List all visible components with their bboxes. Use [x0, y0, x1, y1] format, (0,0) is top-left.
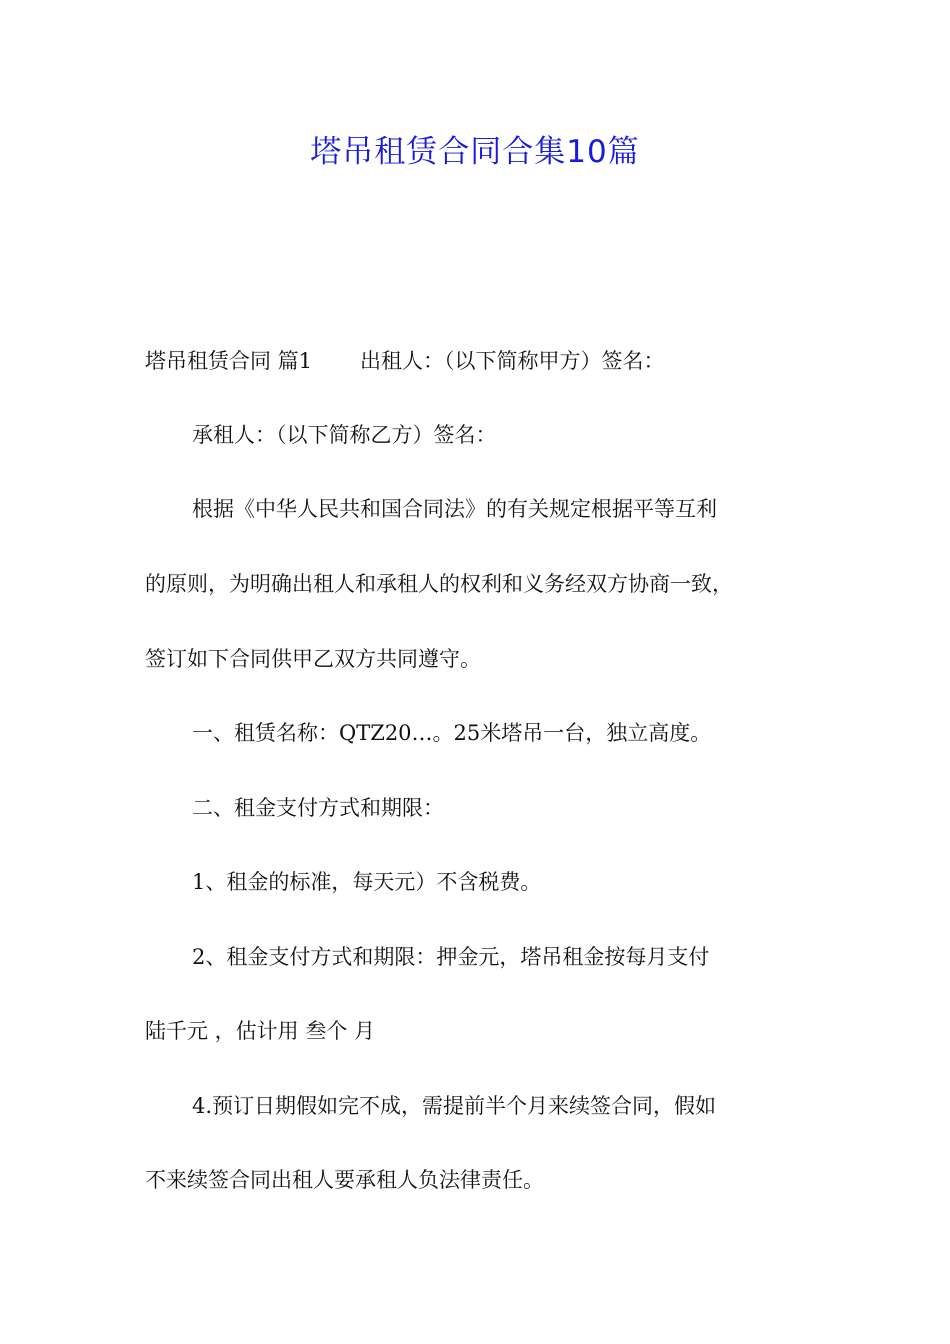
paragraph-line: 根据《中华人民共和国合同法》的有关规定根据平等互利: [192, 497, 717, 521]
paragraph-line: 的原则，为明确出租人和承租人的权利和义务经双方协商一致，: [145, 572, 733, 596]
clause-renewal: 4.预订日期假如完不成，需提前半个月来续签合同，假如: [192, 1094, 717, 1118]
lessee-line: 承租人：（以下简称乙方）签名：: [192, 423, 497, 447]
clause-payment-heading: 二、租金支付方式和期限：: [192, 796, 444, 820]
clause-rental-item: 一、租赁名称：QTZ20…。25米塔吊一台，独立高度。: [192, 721, 712, 745]
section-heading-line: [145, 346, 665, 376]
document-title: 塔吊租赁合同合集10篇: [310, 134, 640, 170]
paragraph-line: 签订如下合同供甲乙双方共同遵守。: [145, 647, 481, 671]
section-heading: 塔吊租赁合同 篇1: [145, 349, 313, 373]
clause-rent-standard: 1、租金的标准，每天元）不含税费。: [192, 870, 542, 894]
paragraph-line: 陆千元 ，估计用 叁个 月: [145, 1019, 376, 1043]
paragraph-line: 不来续签合同出租人要承租人负法律责任。: [145, 1168, 544, 1192]
clause-payment-method: 2、租金支付方式和期限：押金元，塔吊租金按每月支付: [192, 945, 710, 969]
lessor-line: 出租人：（以下简称甲方）签名：: [360, 349, 665, 373]
